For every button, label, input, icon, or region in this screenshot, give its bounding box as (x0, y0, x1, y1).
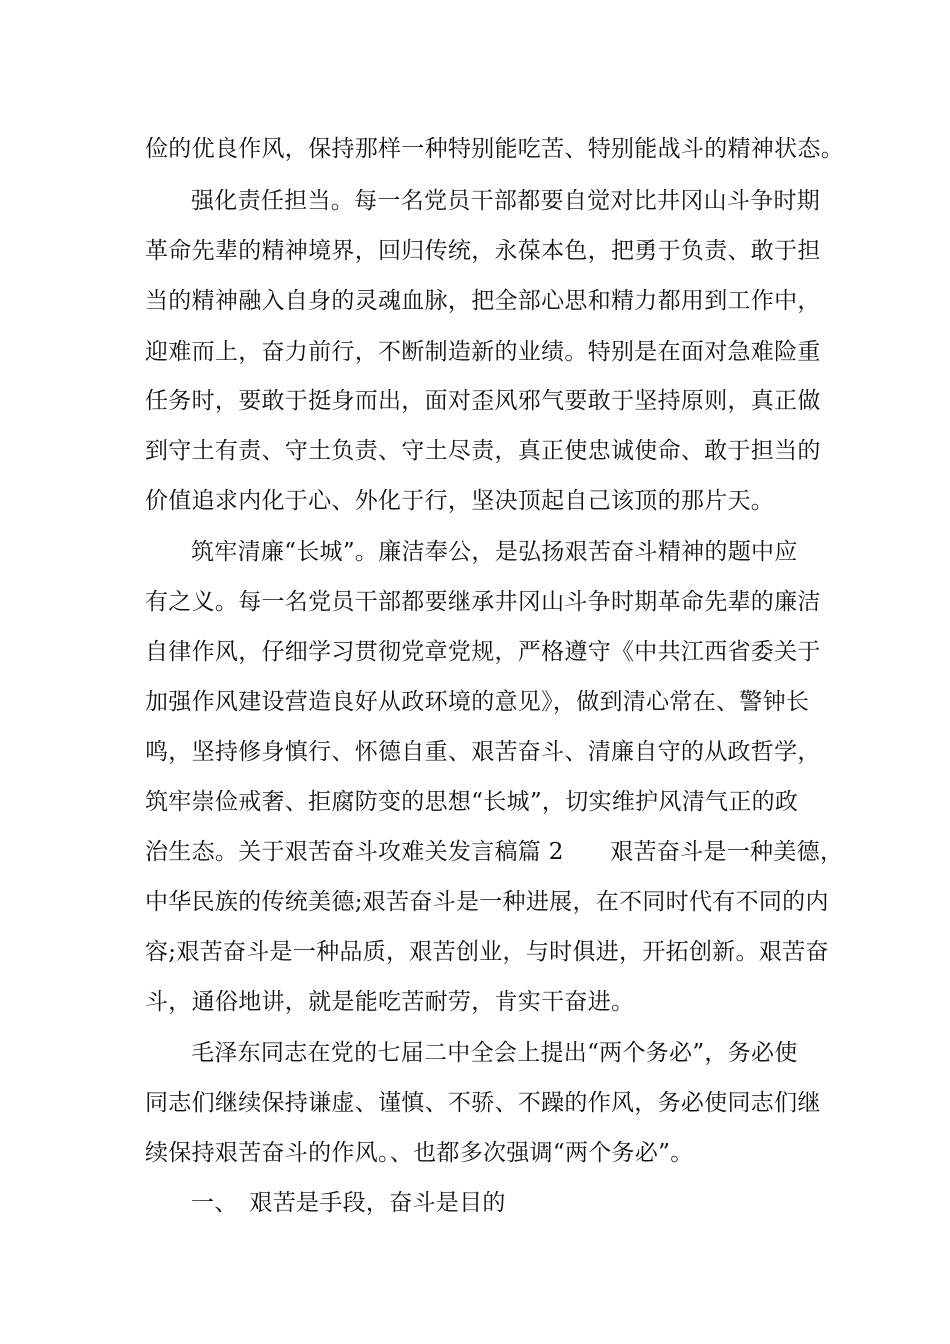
text-line: 当的精神融入自身的灵魂血脉，把全部心思和精力都用到工作中， (145, 288, 821, 314)
text-line: 革命先辈的精神境界，回归传统，永葆本色，把勇于负责、敢于担 (145, 238, 821, 264)
text-line: 筑牢清廉“长城”。廉洁奉公，是弘扬艰苦奋斗精神的题中应 (191, 539, 798, 565)
text-line: 俭的优良作风，保持那样一种特别能吃苦、特别能战斗的精神状态。 (145, 136, 844, 162)
text-line: 斗，通俗地讲，就是能吃苦耐劳，肯实干奋进。 (145, 989, 635, 1015)
text-line: 价值追求内化于心、外化于行，坚决顶起自己该顶的那片天。 (145, 488, 775, 514)
text-line: 毛泽东同志在党的七届二中全会上提出“两个务必”，务必使 (191, 1040, 798, 1066)
text-line: 治生态。关于艰苦奋斗攻难关发言稿篇 2 艰苦奋斗是一种美德， (145, 839, 844, 865)
text-line: 筑牢崇俭戒奢、拒腐防变的思想“长城”，切实维护风清气正的政 (145, 789, 799, 815)
text-line: 有之义。每一名党员干部都要继承井冈山斗争时期革命先辈的廉洁 (145, 589, 821, 615)
text-line: 容;艰苦奋斗是一种品质，艰苦创业，与时俱进，开拓创新。艰苦奋 (145, 939, 829, 965)
text-line: 强化责任担当。每一名党员干部都要自觉对比井冈山斗争时期 (191, 188, 821, 214)
text-line: 鸣，坚持修身慎行、怀德自重、艰苦奋斗、清廉自守的从政哲学， (145, 739, 821, 765)
text-line: 加强作风建设营造良好从政环境的意见》，做到清心常在、警钟长 (145, 689, 810, 715)
section-heading: 一、 艰苦是手段，奋斗是目的 (191, 1190, 506, 1216)
text-line: 自律作风，仔细学习贯彻党章党规，严格遵守《中共江西省委关于 (145, 639, 821, 665)
text-line: 到守土有责、守土负责、守土尽责，真正使忠诚使命、敢于担当的 (145, 438, 821, 464)
text-line: 任务时，要敢于挺身而出，面对歪风邪气要敢于坚持原则，真正做 (145, 388, 821, 414)
text-line: 同志们继续保持谦虚、谨慎、不骄、不躁的作风，务必使同志们继 (145, 1090, 821, 1116)
text-line: 续保持艰苦奋斗的作风。、也都多次强调“两个务必”。 (145, 1140, 694, 1166)
text-line: 中华民族的传统美德;艰苦奋斗是一种进展，在不同时代有不同的内 (145, 889, 829, 915)
text-line: 迎难而上，奋力前行，不断制造新的业绩。特别是在面对急难险重 (145, 339, 821, 365)
